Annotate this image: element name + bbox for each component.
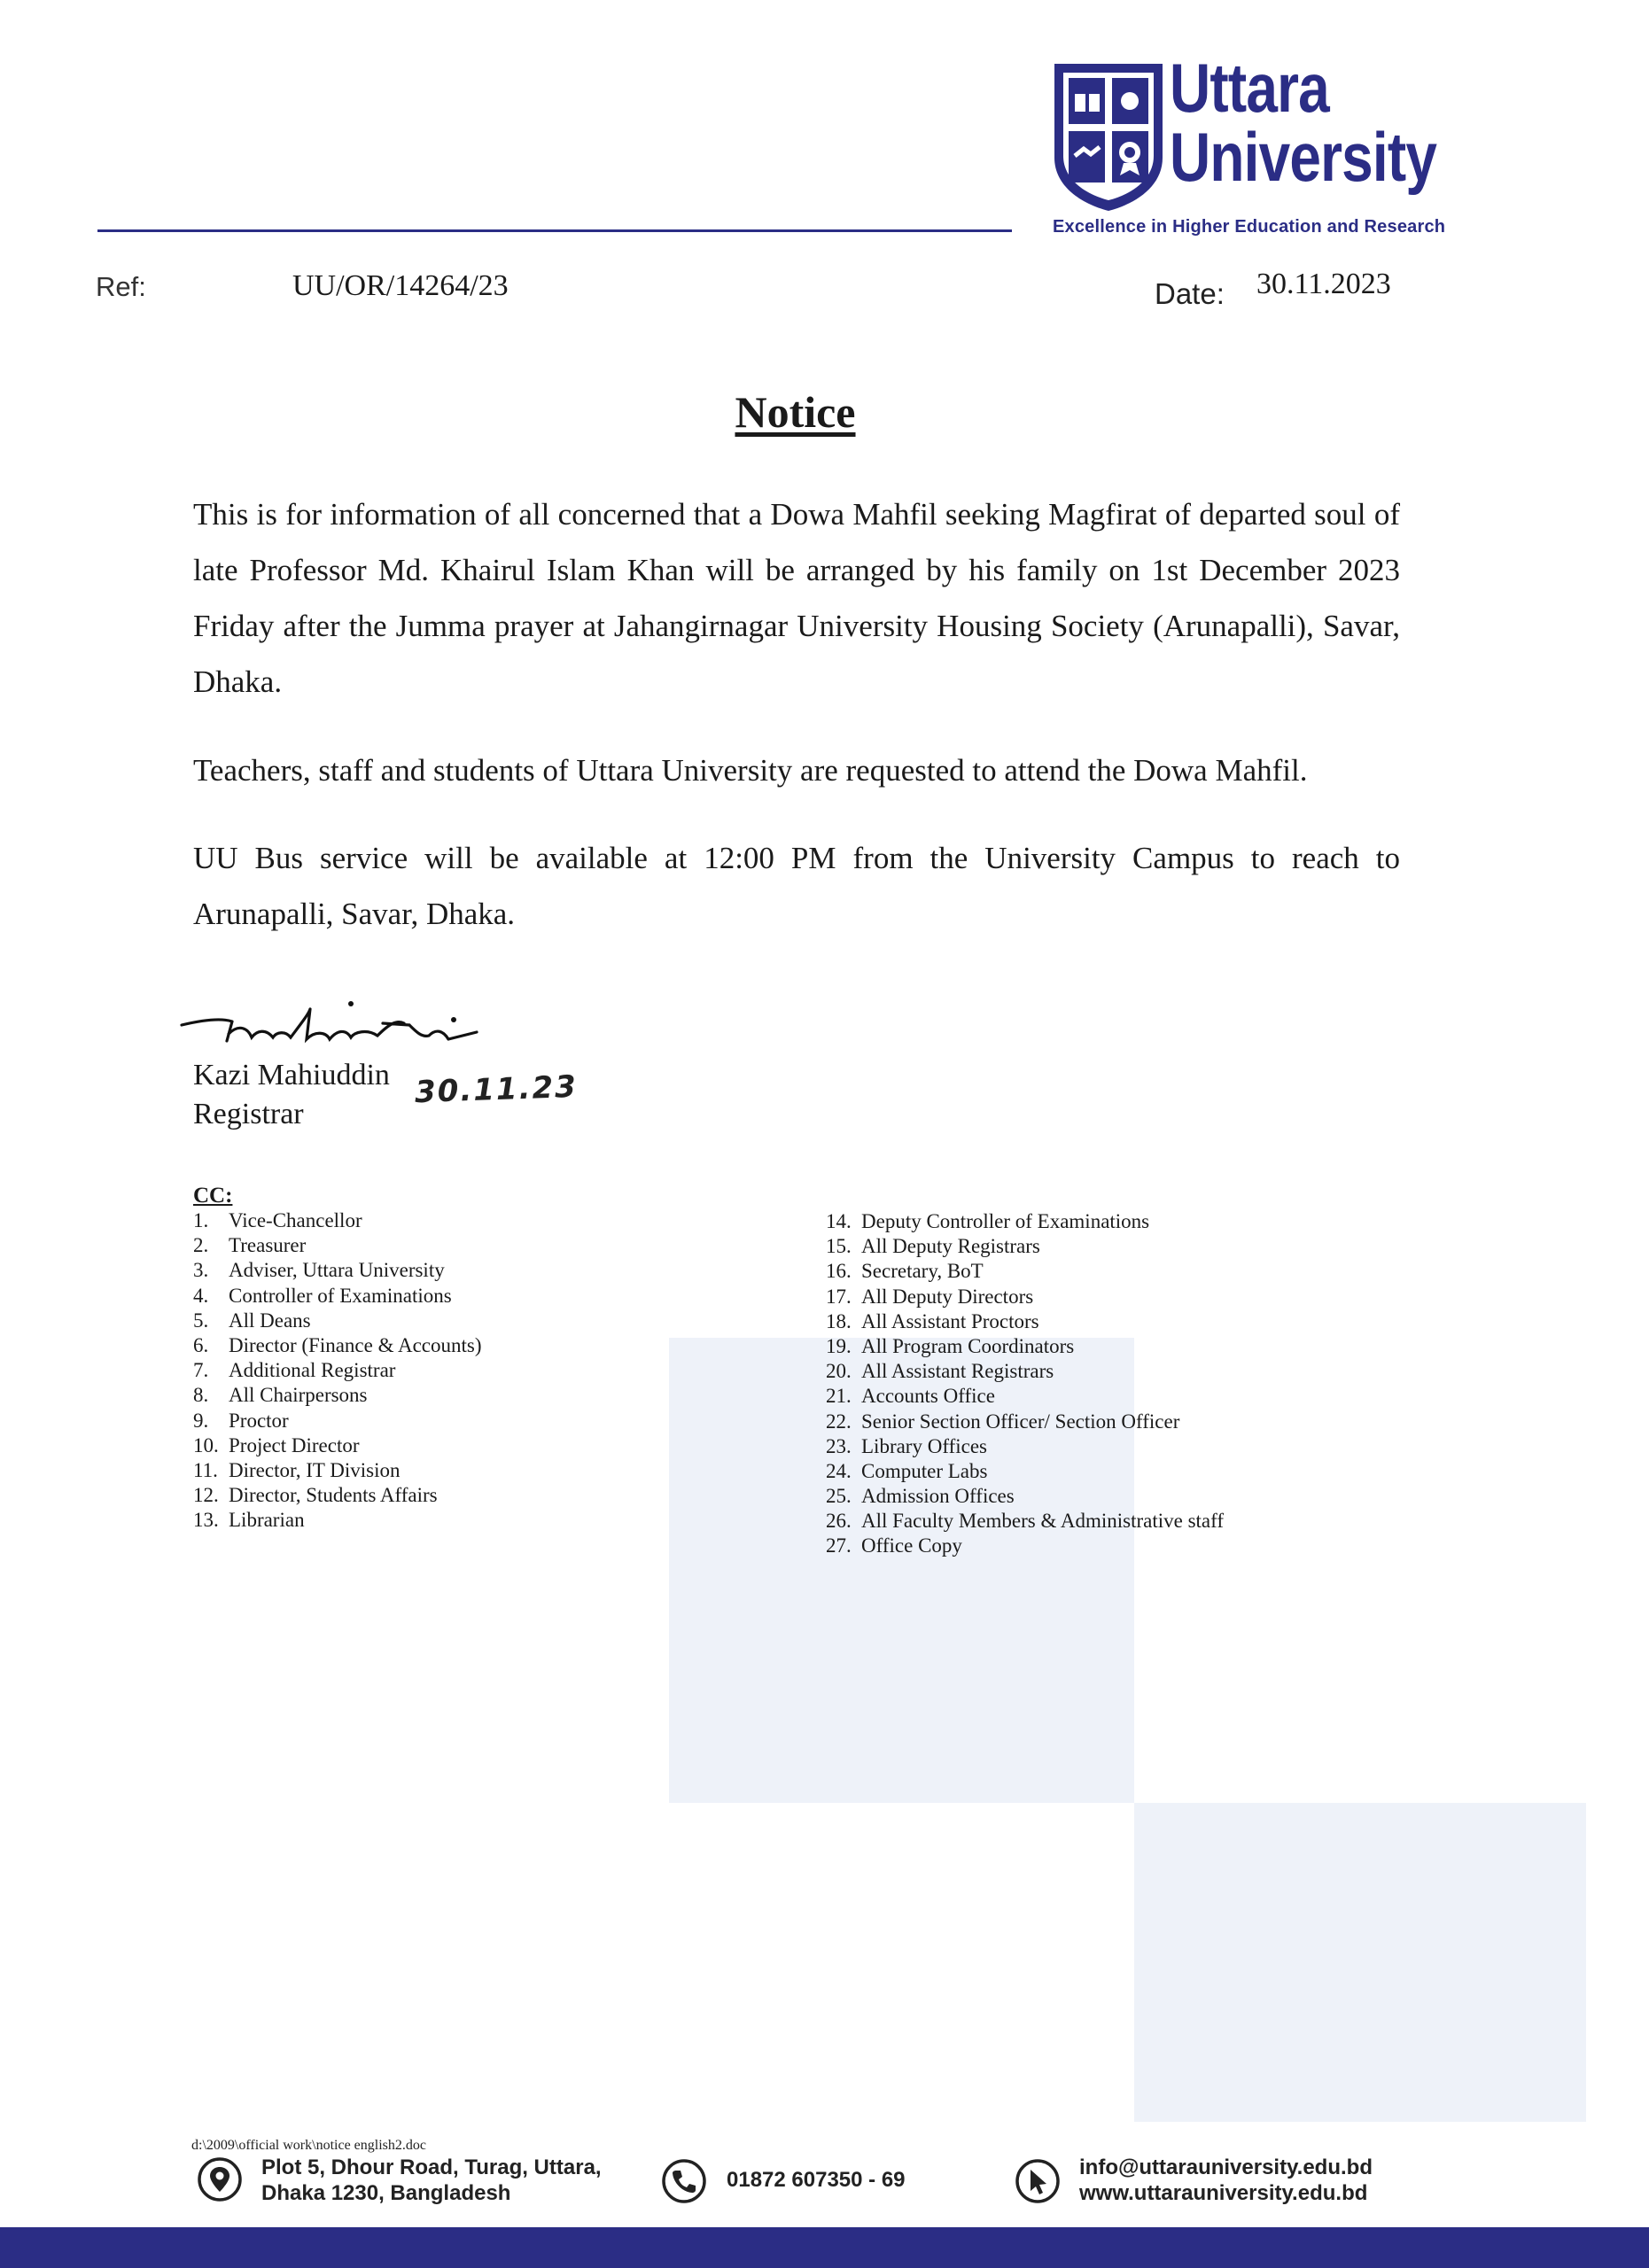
notice-paragraph: Teachers, staff and students of Uttara University are requested to attend the Dowa Mahfil. <box>193 753 1308 788</box>
address-line2: Dhaka 1230, Bangladesh <box>261 2181 511 2205</box>
university-shield-logo-icon <box>1051 60 1166 213</box>
cc-item: 5. All Deans <box>193 1309 311 1332</box>
cc-item: 12. Director, Students Affairs <box>193 1484 438 1507</box>
cc-item: 19. All Program Coordinators <box>826 1334 1075 1357</box>
footer-address <box>261 2155 602 2206</box>
cc-item: 3. Adviser, Uttara University <box>193 1259 445 1282</box>
date-value: 30.11.2023 <box>1256 268 1391 300</box>
scan-tint-region <box>1134 1803 1586 2122</box>
signatory-block <box>193 1056 390 1134</box>
cc-item: 15. All Deputy Registrars <box>826 1235 1040 1258</box>
phone-icon <box>661 2158 707 2204</box>
cc-item: 25. Admission Offices <box>826 1485 1015 1508</box>
cc-item: 9. Proctor <box>193 1409 289 1432</box>
cc-item: 16. Secretary, BoT <box>826 1260 984 1283</box>
logo-name-line1: Uttara <box>1170 49 1329 127</box>
footer-website[interactable]: www.uttarauniversity.edu.bd <box>1079 2181 1368 2205</box>
cc-item: 14. Deputy Controller of Examinations <box>826 1210 1150 1232</box>
cc-item: 23. Library Offices <box>826 1434 987 1457</box>
footer-bar <box>0 2227 1649 2268</box>
signatory-title: Registrar <box>193 1098 304 1130</box>
cc-item: 8. All Chairpersons <box>193 1384 368 1407</box>
cc-item: 18. All Assistant Proctors <box>826 1309 1039 1332</box>
cc-item: 6. Director (Finance & Accounts) <box>193 1333 482 1356</box>
footer-web <box>1079 2155 1373 2206</box>
cursor-icon <box>1015 2158 1061 2204</box>
cc-item: 13. Librarian <box>193 1509 305 1532</box>
date-label: Date: <box>1155 277 1225 310</box>
cc-item: 2. Treasurer <box>193 1234 307 1257</box>
registrar-signature <box>177 988 496 1059</box>
header-rule <box>97 229 1012 232</box>
cc-item: 27. Office Copy <box>826 1534 962 1557</box>
cc-item: 17. All Deputy Directors <box>826 1285 1034 1308</box>
cc-item: 4. Controller of Examinations <box>193 1284 452 1307</box>
location-pin-icon <box>197 2156 243 2202</box>
logo-tagline: Excellence in Higher Education and Research <box>1053 217 1446 237</box>
cc-item: 1. Vice-Chancellor <box>193 1209 362 1231</box>
cc-item: 10. Project Director <box>193 1433 360 1456</box>
cc-list-right <box>826 1209 1224 1559</box>
cc-item: 20. All Assistant Registrars <box>826 1360 1054 1383</box>
university-name-logo <box>1170 49 1437 196</box>
cc-item: 21. Accounts Office <box>826 1385 995 1408</box>
cc-item: 24. Computer Labs <box>826 1459 988 1482</box>
notice-paragraph: UU Bus service will be available at 12:00 PM from the University Campus to reach to Arunapalli, Savar, Dhaka. <box>193 841 1400 931</box>
ref-value: UU/OR/14264/23 <box>292 269 509 302</box>
cc-list-left <box>193 1208 482 1533</box>
logo-name-line2: University <box>1170 118 1437 196</box>
cc-item: 7. Additional Registrar <box>193 1359 396 1382</box>
signatory-name: Kazi Mahiuddin <box>193 1059 390 1091</box>
cc-item: 22. Senior Section Officer/ Section Officer <box>826 1410 1180 1433</box>
file-path: d:\2009\official work\notice english2.doc <box>191 2138 426 2153</box>
ref-label: Ref: <box>96 271 146 302</box>
address-line1: Plot 5, Dhour Road, Turag, Uttara, <box>261 2155 602 2179</box>
footer-email[interactable]: info@uttarauniversity.edu.bd <box>1079 2155 1373 2179</box>
cc-item: 26. All Faculty Members & Administrative staff <box>826 1510 1225 1533</box>
footer-phone: 01872 607350 - 69 <box>727 2168 906 2192</box>
cc-title: CC: <box>193 1184 233 1208</box>
notice-title: Notice <box>735 387 856 437</box>
notice-paragraph: This is for information of all concerned that a Dowa Mahfil seeking Magfirat of departed soul of late Professor Md. Khairul Islam Khan will be arranged by his family on 1st December 2023 Friday after the Jumma prayer at Jahangirnagar University Housing Society (Arunapalli), Savar, Dhaka. <box>193 497 1400 699</box>
cc-item: 11. Director, IT Division <box>193 1458 401 1481</box>
handwritten-date: 30.11.23 <box>414 1068 579 1111</box>
